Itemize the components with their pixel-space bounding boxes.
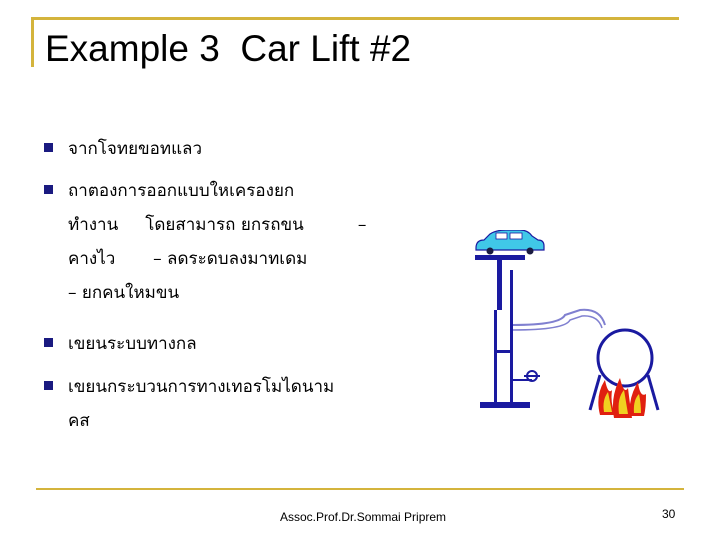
square-bullet-icon bbox=[44, 338, 53, 347]
bullet-item-2 bbox=[45, 174, 385, 310]
bullet-line: คส bbox=[68, 411, 90, 431]
bottom-rule bbox=[36, 488, 684, 490]
bullet-item-1 bbox=[45, 132, 385, 166]
car-icon bbox=[476, 230, 544, 255]
hydraulic-cylinder bbox=[480, 270, 530, 408]
square-bullet-icon bbox=[44, 143, 53, 152]
bullet-line: เขยนระบบทางกล bbox=[68, 334, 197, 354]
square-bullet-icon bbox=[44, 185, 53, 194]
square-bullet-icon bbox=[44, 381, 53, 390]
bullet-line: คางไว – ลดระดบลงมาทเดม bbox=[68, 249, 308, 269]
bullet-line: จากโจทยขอทแลว bbox=[68, 139, 203, 159]
lift-platform bbox=[475, 255, 525, 260]
page-number: 30 bbox=[662, 507, 676, 521]
bullet-line: – ยกคนใหมขน bbox=[68, 283, 180, 303]
bullet-line: ทำงาน โดยสามารถ ยกรถขน – bbox=[68, 215, 367, 235]
bullet-item-4 bbox=[45, 370, 385, 438]
left-rule bbox=[31, 17, 34, 67]
bullet-line: เขยนกระบวนการทางเทอรโมไดนาม bbox=[68, 377, 335, 397]
bullet-item-3 bbox=[45, 327, 385, 361]
piston-rod bbox=[497, 260, 502, 310]
car-lift-illustration bbox=[440, 230, 670, 450]
top-rule bbox=[31, 17, 679, 20]
valve-icon bbox=[513, 371, 540, 381]
bullet-line: ถาตองการออกแบบใหเครองยก bbox=[68, 181, 295, 201]
slide-title: Example 3 Car Lift #2 bbox=[45, 28, 412, 69]
footer-author: Assoc.Prof.Dr.Sommai Priprem bbox=[280, 510, 447, 524]
